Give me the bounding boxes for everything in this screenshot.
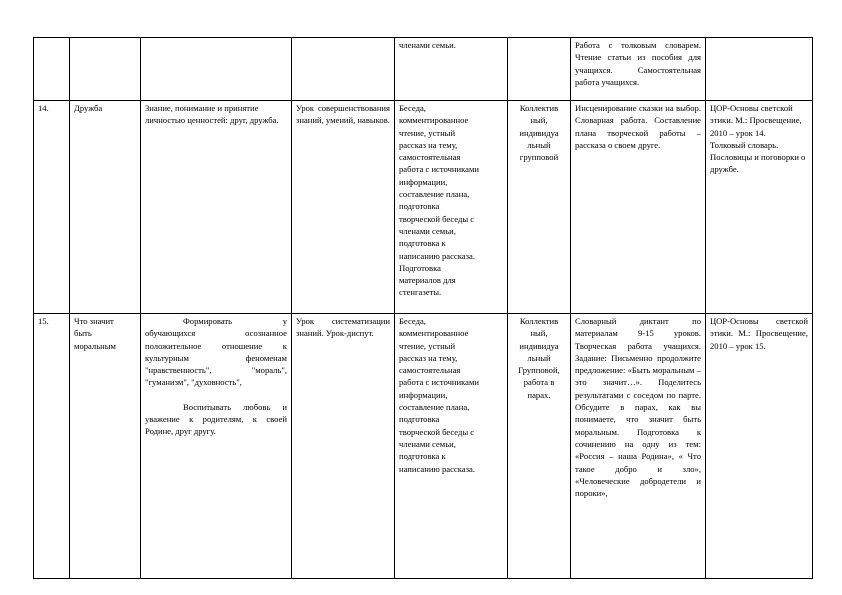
activities-cell: Беседа, комментированное чтение, устный рассказ на тему, самостоятельная работа с источниками информации, составление плана, подготовка творческой беседы с членами семьи, подготовка к написанию рассказа. Подготовка материалов для стенгазеты. [395, 101, 508, 314]
table-row [34, 38, 813, 101]
goals-cell [141, 38, 292, 101]
forms-cell: Коллектив ный, индивидуа льный Групповой, работа в парах. [508, 314, 571, 579]
row-number: 14. [34, 101, 70, 314]
goals-paragraph: Воспитывать любовь и уважение к родителям, к своей Родине, друг другу. [145, 401, 287, 437]
goals-cell: Знание, понимание и принятие личностью ценностей: друг, дружба. [141, 101, 292, 314]
lesson-type-cell: Урок совершенствования знаний, умений, навыков. [292, 101, 395, 314]
lesson-plan-table [33, 37, 813, 579]
topic-cell [70, 38, 141, 101]
resources-cell: ЦОР-Основы светской этики. М.: Просвещение, 2010 – урок 15. [706, 314, 813, 579]
homework-cell: Работа с толковым словарем. Чтение статьи из пособия для учащихся. Самостоятельная работа учащихся. [571, 38, 706, 101]
resources-cell [706, 38, 813, 101]
row-number [34, 38, 70, 101]
goals-paragraph: Формировать у обучающихся осознанное положительное отношение к культурным феноменам "нравственность", "мораль", "гуманизм", "духовность", [145, 316, 287, 388]
topic-cell: Что значит быть моральным [70, 314, 141, 579]
lesson-type-cell [292, 38, 395, 101]
forms-cell: Коллектив ный, индивидуа льный групповой [508, 101, 571, 314]
forms-cell [508, 38, 571, 101]
goals-cell [141, 314, 292, 579]
resources-cell: ЦОР-Основы светской этики. М.: Просвещение, 2010 – урок 14. Толковый словарь. Пословицы и поговорки о дружбе. [706, 101, 813, 314]
activities-cell: членами семьи. [395, 38, 508, 101]
topic-cell: Дружба [70, 101, 141, 314]
table-row [34, 101, 813, 314]
activities-cell: Беседа, комментированное чтение, устный рассказ на тему, самостоятельная работа с источниками информации, составление плана, подготовка творческой беседы с членами семьи, подготовка к написанию рассказа. [395, 314, 508, 579]
table-row [34, 314, 813, 579]
lesson-type-cell: Урок систематизации знаний. Урок-диспут. [292, 314, 395, 579]
homework-cell: Словарный диктант по материалам 9-15 уроков. Творческая работа учащихся. Задание: Письменно продолжите предложение: «Быть моральным – это значит…». Поделитесь результатами с соседом по парте. Обсудите в парах, как вы понимаете, что значит быть моральным. Подготовка к сочинению на одну из тем: «Россия – наша Родина», « Что такое добро и зло», «Человеческие добродетели и пороки», [571, 314, 706, 579]
homework-cell: Инсценирование сказки на выбор. Словарная работа. Составление плана творческой работы – рассказа о своем друге. [571, 101, 706, 314]
row-number: 15. [34, 314, 70, 579]
